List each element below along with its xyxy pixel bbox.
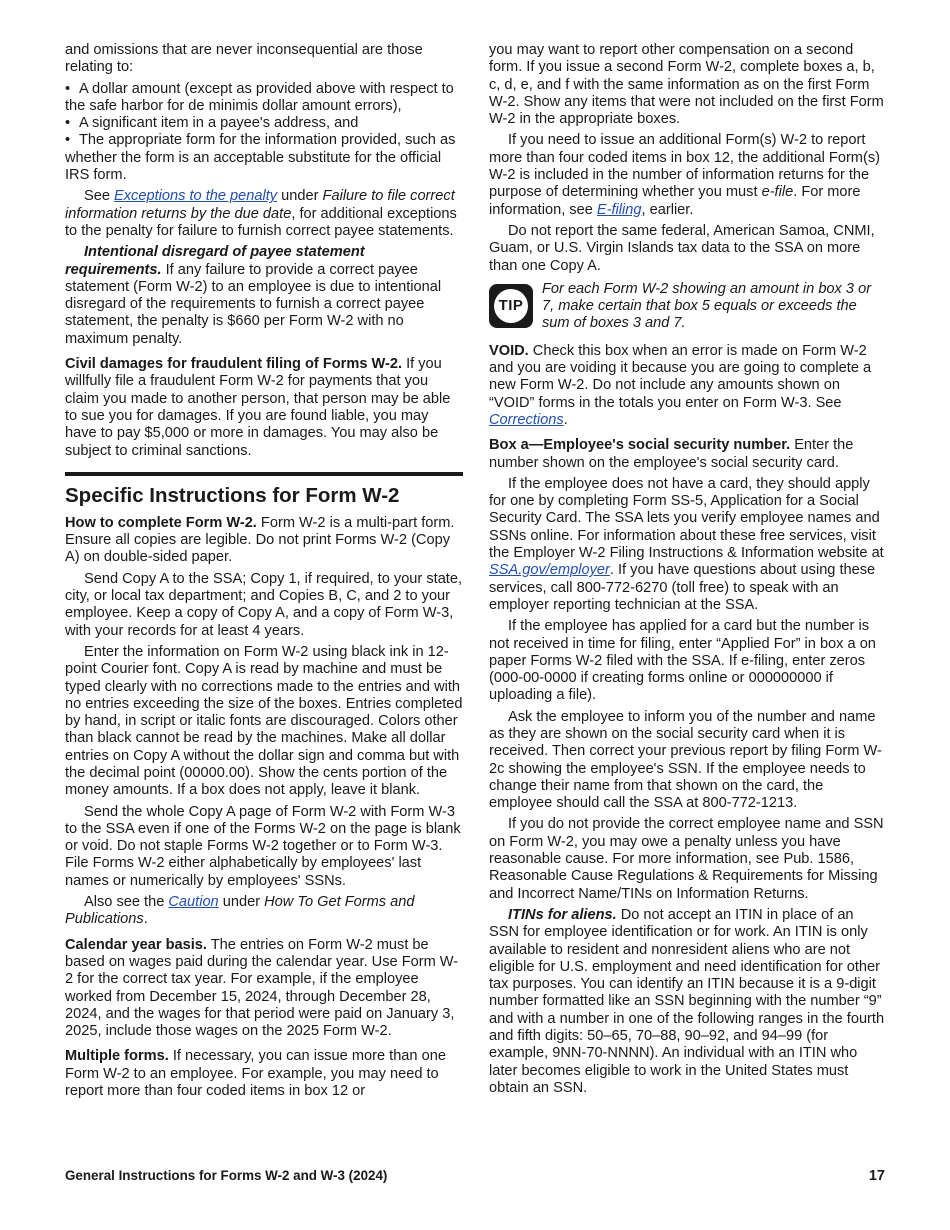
calendar-year-paragraph bbox=[65, 937, 463, 1041]
no-card-paragraph bbox=[489, 476, 887, 614]
civil-damages-paragraph bbox=[65, 356, 463, 460]
itin-heading: ITINs for aliens. bbox=[508, 906, 617, 923]
bullet-item bbox=[65, 81, 463, 116]
text-run: under bbox=[218, 894, 265, 911]
bullet-dot-icon: • bbox=[65, 80, 71, 97]
right-column bbox=[489, 42, 887, 1101]
text-run: If necessary, you can issue more than one Form W-2 to an employee. For example, you may need to report more than four coded items in box 12 or bbox=[65, 1048, 446, 1100]
bullet-dot-icon: • bbox=[65, 132, 71, 149]
civil-damages-heading: Civil damages for fraudulent filing of Forms W-2. bbox=[65, 356, 403, 373]
footer-title: General Instructions for Forms W-2 and W-3 (2024) bbox=[65, 1168, 388, 1183]
text-run: Form W-2 is a multi-part form. Ensure all copies are legible. Do not print Forms W-2 (Copy A) on double-sided paper. bbox=[65, 514, 455, 566]
see-exceptions-paragraph bbox=[65, 188, 463, 240]
multiple-forms-paragraph bbox=[65, 1048, 463, 1100]
how-to-complete-paragraph bbox=[65, 515, 463, 567]
text-run: . If you have questions about using these services, call 800-772-6270 (toll free) to speak with an employer reporting technician at the SSA. bbox=[489, 562, 876, 613]
box-a-heading: Box a—Employee's social security number. bbox=[489, 437, 791, 454]
text-run: If any failure to provide a correct payee statement (Form W-2) to an employee is due to intentional disregard of the requirements to furnish a correct payee statement, the penalty is $660 per Form W-2 with no maximum penalty. bbox=[65, 261, 442, 347]
bullet-item bbox=[65, 115, 463, 132]
caution-link[interactable]: Caution bbox=[168, 894, 219, 911]
tip-label: TIP bbox=[494, 289, 528, 323]
tip-callout bbox=[489, 281, 887, 333]
text-run: . bbox=[563, 411, 568, 428]
text-run: under bbox=[277, 188, 323, 205]
italic-reference: How To Get Forms and Publications bbox=[65, 894, 415, 928]
tip-icon bbox=[489, 284, 533, 328]
e-filing-link[interactable]: E-filing bbox=[596, 201, 642, 218]
text-run: . bbox=[143, 911, 148, 928]
applied-for-paragraph: If the employee has applied for a card but the number is not received in time for filing, enter “Applied For” in box a on paper Forms W-2 filed with the SSA. If e-filing, enter zeros (000-00-0000 if creating forms online or 000000000 if uploading a file). bbox=[489, 618, 876, 704]
tip-text: For each Form W-2 showing an amount in box 3 or 7, make certain that box 5 equals or exceeds the sum of boxes 3 and 7. bbox=[542, 280, 872, 332]
additional-forms-paragraph bbox=[489, 132, 887, 218]
itin-paragraph bbox=[489, 907, 887, 1097]
calendar-year-heading: Calendar year basis. bbox=[65, 936, 207, 953]
section-title: Specific Instructions for Form W-2 bbox=[65, 483, 400, 507]
section-divider bbox=[65, 472, 463, 476]
text-run: , earlier. bbox=[641, 201, 694, 218]
page-footer bbox=[65, 1168, 885, 1183]
send-copy-a-paragraph: Send Copy A to the SSA; Copy 1, if required, to your state, city, or local tax department; and Copies B, C, and 2 to your employee. Keep a copy of Copy A, and a copy of Form W-3, with your records for at least 4 years. bbox=[65, 570, 463, 639]
intentional-disregard-paragraph bbox=[65, 244, 463, 348]
text-run: , for additional exceptions to the penalty for failure to furnish correct payee statements. bbox=[65, 205, 457, 239]
bullet-text: The appropriate form for the information provided, such as whether the form is an acceptable substitute for the official IRS form. bbox=[65, 132, 456, 184]
text-run: Enter the number shown on the employee's social security card. bbox=[489, 437, 854, 471]
penalty-paragraph: If you do not provide the correct employee name and SSN on Form W-2, you may owe a penalty unless you have reasonable cause. For more information, see Pub. 1586, Reasonable Cause Regulations & Requirements for Missing and Incorrect Name/TINs on Information Returns. bbox=[489, 816, 884, 902]
text-run: Also see the bbox=[84, 894, 169, 911]
continued-paragraph: you may want to report other compensation on a second form. If you issue a second Form W-2, complete boxes a, b, c, d, e, and f with the same information as on the first Form W-2. Show any items that were not included on the first Form W-2 in the appropriate boxes. bbox=[489, 42, 884, 128]
enter-information-paragraph: Enter the information on Form W-2 using black ink in 12-point Courier font. Copy A is read by machine and must be typed clearly with no corrections made to the entries and with no entries exceeding the size of the boxes. Entries completed by hand, in script or italic fonts are discouraged. Colors other than black cannot be read by the machines. Make all dollar entries on Copy A without the dollar sign and comma but with the decimal point (00000.00). Show the cents portion of the money amounts. If a box does not apply, leave it blank. bbox=[65, 643, 463, 799]
text-run: If you willfully file a fraudulent Form W-2 for payments that you claim you made to another person, that person may be able to sue you for damages. If you are found liable, you may have to pay $5,000 or more in damages. You may also be subject to criminal sanctions. bbox=[65, 356, 451, 459]
page-number: 17 bbox=[868, 1168, 885, 1184]
intentional-disregard-heading: Intentional disregard of payee statement requirements. bbox=[65, 244, 365, 278]
bullet-dot-icon: • bbox=[65, 115, 71, 132]
text-run: The entries on Form W-2 must be based on wages paid during the calendar year. Use Form W-2 for the correct tax year. For example, if the employee worked from December 15, 2024, through December 28, 2024, and the wages for that period were paid on January 3, 2025, include those wages on the 2025 Form W-2. bbox=[65, 936, 459, 1040]
corrections-link[interactable]: Corrections bbox=[489, 411, 564, 428]
bullet-item bbox=[65, 132, 463, 184]
text-run: See bbox=[84, 188, 115, 205]
ask-employee-paragraph: Ask the employee to inform you of the number and name as they are shown on the social security card when it is received. Then correct your previous report by filing Form W-2c showing the employee's SSN. If the employee needs to change their name from that shown on the card, the employee should call the SSA at 800-772-1213. bbox=[489, 708, 882, 812]
exceptions-to-the-penalty-link[interactable]: Exceptions to the penalty bbox=[114, 188, 278, 205]
void-paragraph bbox=[489, 343, 887, 429]
also-see-paragraph bbox=[65, 894, 463, 929]
send-whole-copy-paragraph: Send the whole Copy A page of Form W-2 with Form W-3 to the SSA even if one of the Forms W-2 on the page is blank or void. Do not staple Forms W-2 together or to Form W-3. File Forms W-2 either alphabetically by employees' last names or numerically by employees' SSNs. bbox=[65, 803, 461, 889]
do-not-report-paragraph: Do not report the same federal, American Samoa, CNMI, Guam, or U.S. Virgin Islands tax data to the SSA on more than one Copy A. bbox=[489, 222, 875, 274]
multiple-forms-heading: Multiple forms. bbox=[65, 1048, 169, 1065]
ssa-employer-link[interactable]: SSA.gov/employer bbox=[489, 562, 610, 579]
bullet-text: A dollar amount (except as provided above with respect to the safe harbor for de minimis dollar amount errors), bbox=[65, 80, 454, 114]
text-run: . For more information, see bbox=[489, 184, 861, 218]
intro-paragraph: and omissions that are never inconsequential are those relating to: bbox=[65, 42, 423, 76]
italic-term: e-file bbox=[761, 184, 794, 201]
void-heading: VOID. bbox=[489, 342, 529, 359]
text-run: If you need to issue an additional Form(s) W-2 to report more than four coded items in box 12, the additional Form(s) W-2 is included in the number of information returns for the purpose of determining whether you must bbox=[489, 132, 880, 201]
how-to-complete-heading: How to complete Form W-2. bbox=[65, 514, 257, 531]
italic-reference: Failure to file correct information returns by the due date bbox=[65, 188, 455, 222]
text-run: If the employee does not have a card, they should apply for one by completing Form SS-5, Application for a Social Security Card. The SSA lets you verify employee names and SSNs online. For information about these free services, visit the Employer W-2 Filing Instructions & Information website at bbox=[489, 475, 884, 562]
text-run: Do not accept an ITIN in place of an SSN for employee identification or for work. An ITIN is only available to resident and nonresident aliens who are not eligible for U.S. employment and need identification for other tax purposes. You can identify an ITIN because it is a 9-digit number formatted like an SSN beginning with the number “9” and with a number in one of the following ranges in the fourth and fifth digits: 50–65, 70–88, 90–92, and 94–99 (for example, 9NN-70-NNNN). An individual with an ITIN who later becomes eligible to work in the United States must obtain an SSN. bbox=[489, 906, 885, 1096]
bullet-text: A significant item in a payee's address, and bbox=[79, 115, 359, 132]
box-a-paragraph bbox=[489, 437, 887, 472]
left-column bbox=[65, 42, 463, 1104]
text-run: Check this box when an error is made on Form W-2 and you are voiding it because you are going to complete a new Form W-2. Do not include any amounts shown on “VOID” forms in the totals you enter on Form W-3. See bbox=[489, 342, 872, 411]
